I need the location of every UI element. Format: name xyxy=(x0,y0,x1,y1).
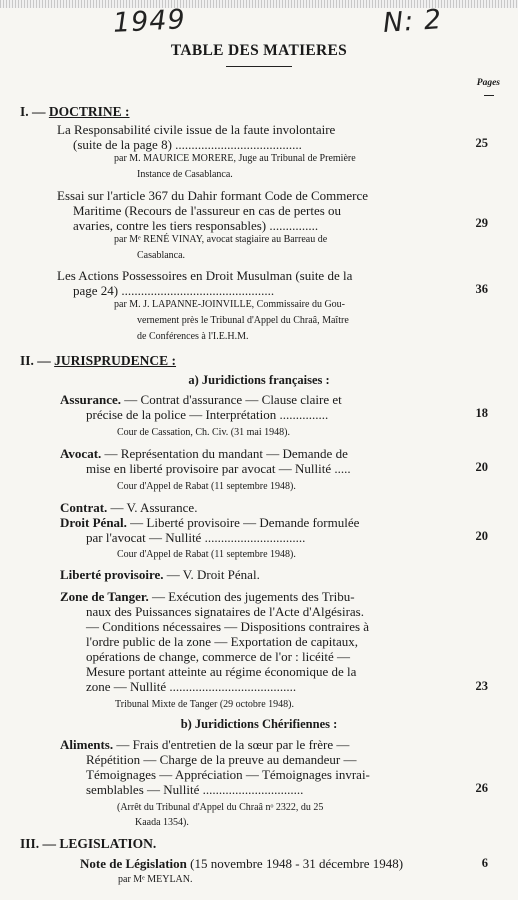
page-number: 26 xyxy=(475,781,488,795)
entry-line: Témoignages — Appréciation — Témoignages invrai- xyxy=(86,767,370,782)
entry-line: Maritime (Recours de l'assureur en cas de pertes ou xyxy=(73,203,342,218)
entry-keyword: Liberté provisoire. xyxy=(60,567,164,582)
entry-line: — Exécution des jugements des Tribu- xyxy=(148,589,355,604)
section-jurisprudence xyxy=(20,353,176,369)
handwritten-year: 1949 xyxy=(112,4,187,39)
entry-line: Répétition — Charge de la preuve au demandeur — xyxy=(86,752,357,767)
toc-entry-assurance[interactable] xyxy=(60,392,342,422)
entry-keyword: Note de Législation xyxy=(80,856,187,871)
toc-entry-note-legislation[interactable] xyxy=(80,856,403,871)
entry-line: par l'avocat — Nullité ............................... xyxy=(86,530,306,545)
page-number: 29 xyxy=(475,216,488,230)
entry-line: l'ordre public de la zone — Exportation de capitaux, xyxy=(86,634,358,649)
author-line: Instance de Casablanca. xyxy=(137,169,233,180)
entry-keyword: Assurance. xyxy=(60,392,122,407)
toc-entry-aliments[interactable] xyxy=(60,737,370,797)
section-label: JURISPRUDENCE : xyxy=(54,353,177,368)
page-number: 20 xyxy=(475,460,488,474)
title-underline xyxy=(226,66,292,67)
entry-keyword: Zone de Tanger. xyxy=(60,589,149,604)
section-label: DOCTRINE : xyxy=(48,104,130,119)
court-citation: Cour d'Appel de Rabat (11 septembre 1948). xyxy=(117,481,296,492)
entry-line: — Liberté provisoire — Demande formulée xyxy=(126,515,360,530)
entry-author xyxy=(114,297,349,345)
entry-line: — Représentation du mandant — Demande de xyxy=(101,446,348,461)
court-line: (Arrêt du Tribunal d'Appel du Chraâ nᵒ 2322, du 25 xyxy=(117,802,324,813)
entry-line: Les Actions Possessoires en Droit Musulman (suite de la xyxy=(57,268,353,283)
court-citation: Cour de Cassation, Ch. Civ. (31 mai 1948). xyxy=(117,427,290,438)
entry-line: Mesure portant atteinte au régime économique de la xyxy=(86,664,357,679)
entry-line: — Contrat d'assurance — Clause claire et xyxy=(121,392,342,407)
section-numeral: II. — xyxy=(20,353,51,368)
entry-line: avaries, contre les tiers responsables) ............... xyxy=(73,218,319,233)
entry-keyword: Avocat. xyxy=(60,446,102,461)
entry-line: — Conditions nécessaires — Dispositions contraires à xyxy=(86,619,370,634)
section-doctrine xyxy=(20,104,130,120)
author-line: de Conférences à l'I.E.H.M. xyxy=(137,331,249,342)
author-line: par M. J. LAPANNE-JOINVILLE, Commissaire du Gou- xyxy=(114,299,345,310)
entry-author: par Mᵉ MEYLAN. xyxy=(118,874,193,885)
page-title: TABLE DES MATIERES xyxy=(170,42,348,59)
entry-line: zone — Nullité ....................................... xyxy=(86,679,297,694)
entry-line: Essai sur l'article 367 du Dahir formant Code de Commerce xyxy=(57,188,369,203)
court-citation: Tribunal Mixte de Tanger (29 octobre 1948). xyxy=(115,699,294,710)
entry-line: opérations de change, commerce de l'or : licéité — xyxy=(86,649,351,664)
section-numeral: III. — xyxy=(20,836,57,851)
section-legislation xyxy=(20,836,156,852)
entry-line: (suite de la page 8) ....................................... xyxy=(73,137,302,152)
toc-entry-avocat[interactable] xyxy=(60,446,351,476)
page-number: 23 xyxy=(475,679,488,693)
toc-entry-contrat[interactable] xyxy=(60,500,197,515)
author-line: par Mᵉ RENÉ VINAY, avocat stagiaire au Barreau de xyxy=(114,234,328,245)
pages-header-rule xyxy=(484,95,494,96)
page-number: 6 xyxy=(481,856,488,870)
entry-line: — V. Droit Pénal. xyxy=(163,567,260,582)
subsection-cherifian-courts: b) Juridictions Chérifiennes : xyxy=(180,717,338,731)
entry-line: naux des Puissances signataires de l'Acte d'Algésiras. xyxy=(86,604,364,619)
entry-line: La Responsabilité civile issue de la faute involontaire xyxy=(57,122,336,137)
page-number: 18 xyxy=(475,406,488,420)
author-line: vernement près le Tribunal d'Appel du Chraâ, Maître xyxy=(137,315,349,326)
page-number: 20 xyxy=(475,529,488,543)
section-numeral: I. — xyxy=(20,104,46,119)
court-citation: Cour d'Appel de Rabat (11 septembre 1948). xyxy=(117,549,296,560)
section-label: LEGISLATION. xyxy=(59,836,157,851)
toc-entry-zone-tanger[interactable] xyxy=(60,589,369,694)
entry-keyword: Contrat. xyxy=(60,500,108,515)
entry-line: mise en liberté provisoire par avocat — Nullité ..... xyxy=(86,461,351,476)
author-line: par M. MAURICE MORERE, Juge au Tribunal de Première xyxy=(114,153,356,164)
court-citation xyxy=(117,800,323,830)
toc-entry-droit-penal[interactable] xyxy=(60,515,359,545)
entry-author xyxy=(114,151,356,183)
entry-line: précise de la police — Interprétation ............... xyxy=(86,407,329,422)
entry-line: semblables — Nullité ............................... xyxy=(86,782,304,797)
entry-line: — V. Assurance. xyxy=(107,500,198,515)
subsection-french-courts: a) Juridictions françaises : xyxy=(188,373,330,387)
entry-line: page 24) ............................................... xyxy=(73,283,275,298)
entry-line: (15 novembre 1948 - 31 décembre 1948) xyxy=(186,856,404,871)
entry-author xyxy=(114,232,327,264)
toc-entry-liberte-provisoire[interactable] xyxy=(60,567,260,582)
court-line: Kaada 1354). xyxy=(135,817,189,828)
entry-line: — Frais d'entretien de la sœur par le frère — xyxy=(113,737,350,752)
handwritten-number: N: 2 xyxy=(381,3,444,40)
pages-column-header: Pages xyxy=(476,78,500,88)
entry-keyword: Aliments. xyxy=(60,737,114,752)
entry-keyword: Droit Pénal. xyxy=(60,515,127,530)
author-line: Casablanca. xyxy=(137,250,186,261)
page-number: 36 xyxy=(475,282,488,296)
toc-entry-responsabilite[interactable] xyxy=(57,122,335,152)
page-number: 25 xyxy=(475,136,488,150)
toc-entry-actions-possessoires[interactable] xyxy=(57,268,352,298)
toc-entry-article-367[interactable] xyxy=(57,188,368,233)
